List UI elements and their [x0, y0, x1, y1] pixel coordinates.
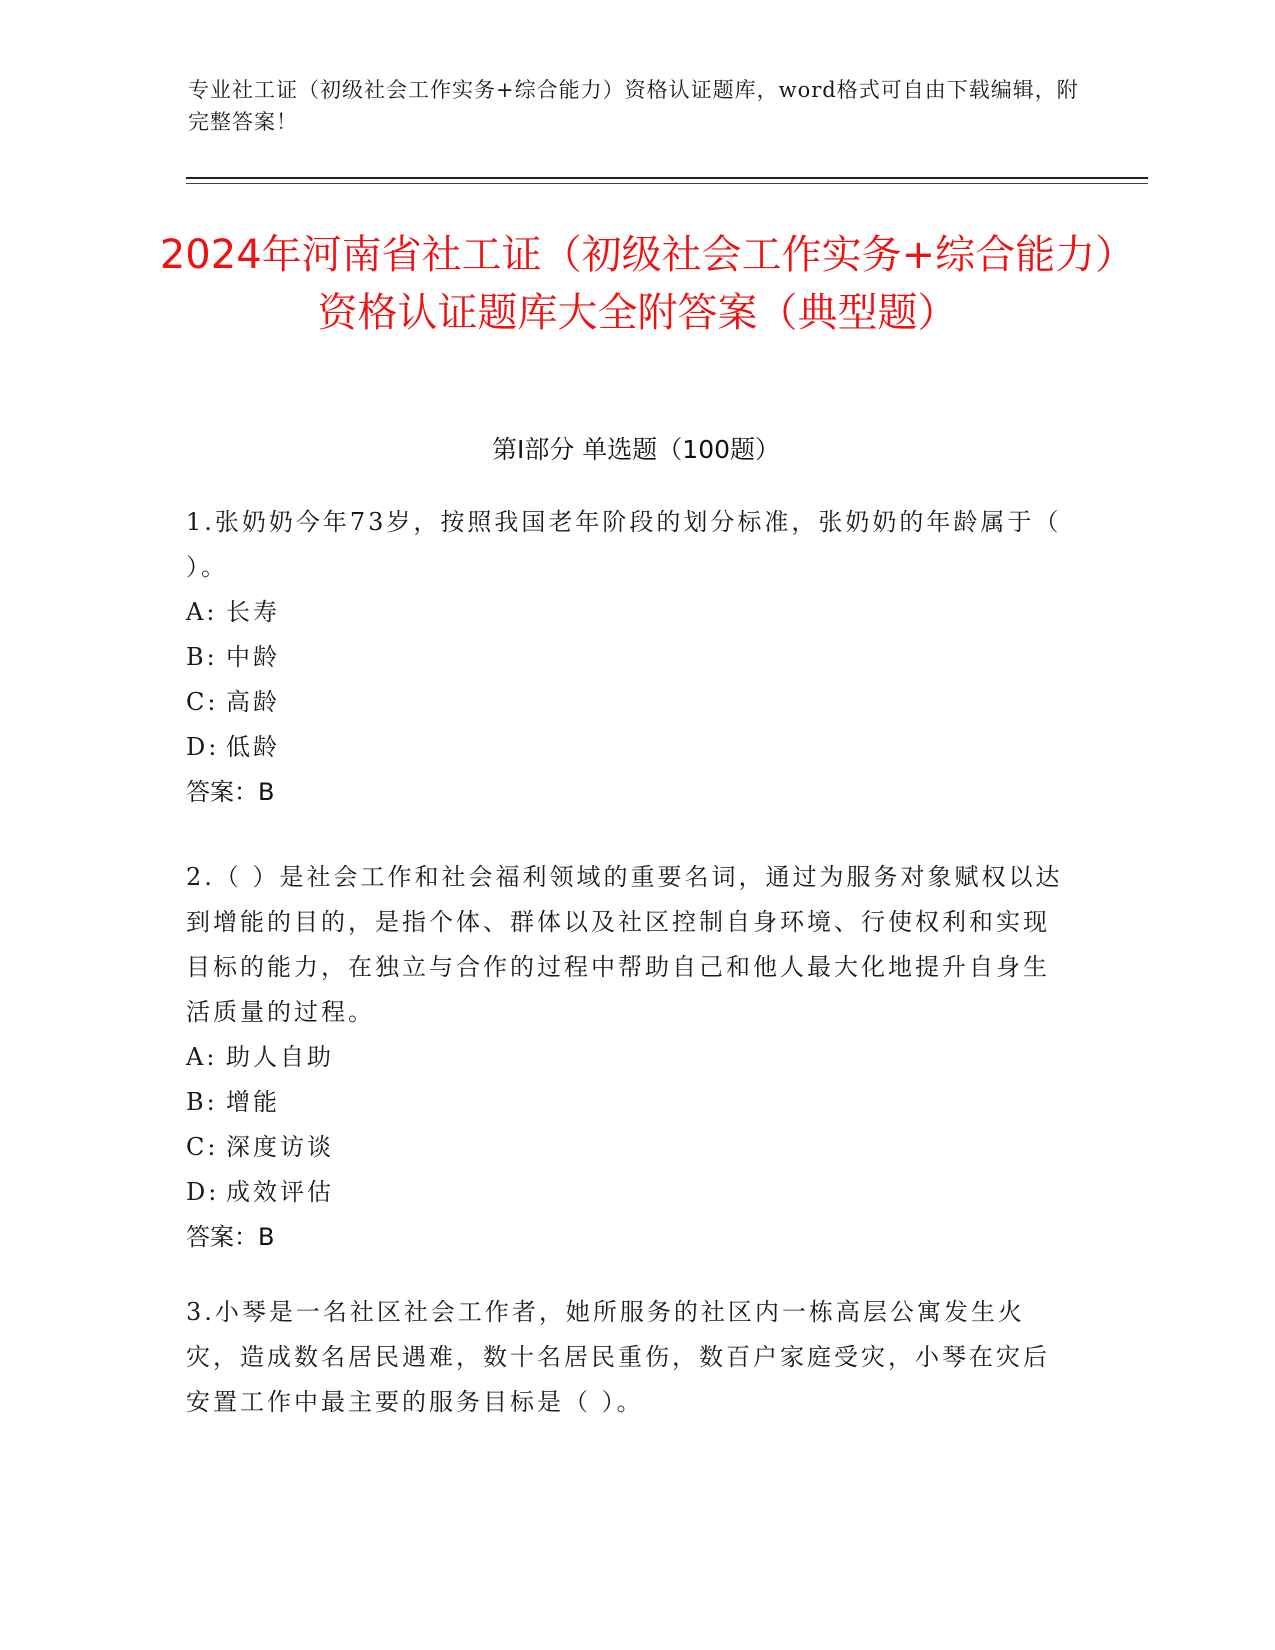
answer-line: 答案：B	[186, 1223, 275, 1251]
option-b	[186, 1080, 1066, 1125]
option-text: 助人自助	[226, 1043, 334, 1071]
option-letter: C:	[186, 1133, 219, 1161]
option-text: 高龄	[226, 688, 280, 716]
answer-line: 答案：B	[186, 778, 275, 806]
option-d	[186, 725, 1066, 770]
option-text: 低龄	[226, 733, 280, 761]
option-text: 长寿	[226, 598, 280, 626]
question-2	[186, 855, 1066, 1260]
section-heading: 第I部分 单选题（100题）	[491, 435, 781, 464]
option-letter: A:	[186, 598, 218, 626]
option-letter: A:	[186, 1043, 218, 1071]
option-text: 成效评估	[226, 1178, 334, 1206]
header-note: 专业社工证（初级社会工作实务+综合能力）资格认证题库，word格式可自由下载编辑，附完整答案！	[188, 78, 1079, 134]
question-3	[186, 1290, 1066, 1425]
option-text: 增能	[226, 1088, 280, 1116]
option-letter: D:	[186, 733, 220, 761]
option-letter: B:	[186, 1088, 218, 1116]
question-stem: 1.张奶奶今年73岁，按照我国老年阶段的划分标准，张奶奶的年龄属于（ ）。	[186, 508, 1062, 581]
option-text: 中龄	[226, 643, 280, 671]
option-d	[186, 1170, 1066, 1215]
option-letter: C:	[186, 688, 219, 716]
option-a	[186, 590, 1066, 635]
option-text: 深度访谈	[226, 1133, 334, 1161]
question-stem: 3.小琴是一名社区社会工作者，她所服务的社区内一栋高层公寓发生火灾，造成数名居民遇难，数十名居民重伤，数百户家庭受灾，小琴在灾后安置工作中最主要的服务目标是（ ）。	[186, 1298, 1050, 1416]
header-divider-thin	[186, 183, 1148, 184]
option-c	[186, 680, 1066, 725]
question-1	[186, 500, 1066, 815]
option-letter: B:	[186, 643, 218, 671]
option-b	[186, 635, 1066, 680]
document-title: 2024年河南省社工证（初级社会工作实务+综合能力）资格认证题库大全附答案（典型题）	[159, 232, 1116, 336]
header-divider	[186, 177, 1148, 179]
option-c	[186, 1125, 1066, 1170]
option-letter: D:	[186, 1178, 220, 1206]
question-stem: 2.（ ）是社会工作和社会福利领域的重要名词，通过为服务对象赋权以达到增能的目的，是指个体、群体以及社区控制自身环境、行使权利和实现目标的能力，在独立与合作的过程中帮助自己和他人最大化地提升自身生活质量的过程。	[186, 863, 1063, 1026]
option-a	[186, 1035, 1066, 1080]
